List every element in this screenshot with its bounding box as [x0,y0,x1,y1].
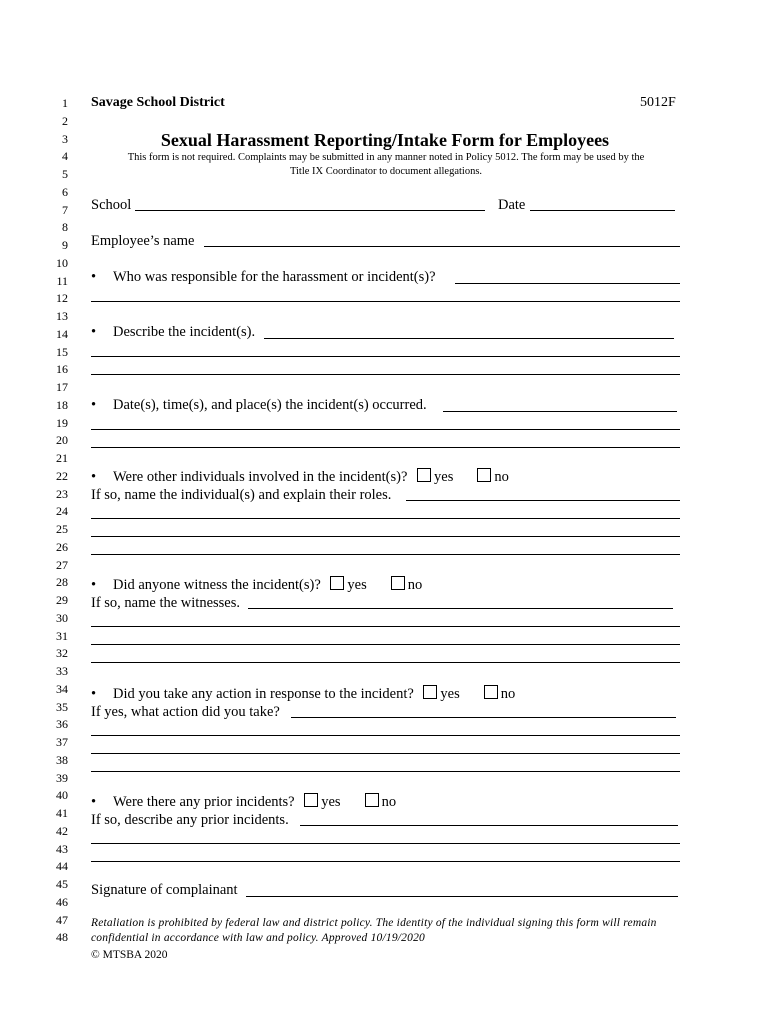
school-label: School [91,197,132,213]
others-yes-checkbox[interactable] [417,468,431,482]
prior-yes-checkbox[interactable] [304,793,318,807]
witness-yes-checkbox[interactable] [330,576,344,590]
line-number: 23 [56,486,68,501]
date-place-field-line2[interactable] [91,429,680,430]
action-field-line3[interactable] [91,753,680,754]
retaliation-notice: Retaliation is prohibited by federal law and district policy. The identity of the individual signing this form will remain confidential in accordance with law and policy. Approved 10/19/2020 [91,917,657,944]
line-number: 6 [62,184,68,199]
line-number: 38 [56,752,68,767]
signature-label: Signature of complainant [91,882,238,898]
action-no-checkbox[interactable] [484,685,498,699]
line-number: 8 [62,220,68,235]
line-number: 47 [56,912,68,927]
form-note-line2: Title IX Coordinator to document allegations. [289,166,483,177]
line-number: 22 [56,468,68,483]
line-number: 44 [56,859,68,874]
action-field[interactable] [291,717,676,718]
responsible-field-line2[interactable] [91,301,680,302]
prior-no-checkbox[interactable] [365,793,379,807]
line-number: 5 [62,167,68,181]
line-number: 18 [56,397,68,412]
line-number: 34 [56,681,68,696]
question-prior: • Were there any prior incidents? yes no [91,794,397,810]
others-no-checkbox[interactable] [477,468,491,482]
line-number: 20 [56,433,68,448]
date-field[interactable] [530,210,675,211]
question-action: • Did you take any action in response to the incident? yes no [91,686,516,702]
responsible-field[interactable] [455,283,680,284]
line-number: 43 [56,841,68,856]
line-number: 12 [56,291,68,306]
line-number: 32 [56,646,68,661]
line-number: 35 [56,699,68,714]
others-follow-label: If so, name the individual(s) and explain their roles. [91,487,392,503]
line-number: 2 [62,113,68,128]
form-code: 5012F [640,95,676,110]
question-others-involved: • Were other individuals involved in the incident(s)? yes no [91,469,509,485]
line-number: 4 [62,149,68,164]
employee-name-field[interactable] [204,246,680,247]
line-number: 31 [56,628,68,643]
district-name: Savage School District [91,95,225,110]
line-number: 3 [62,131,68,146]
line-number: 13 [56,309,68,323]
line-number: 7 [62,202,68,217]
question-witness: • Did anyone witness the incident(s)? yes no [91,577,423,593]
form-note-line1: This form is not required. Complaints may be submitted in any manner noted in Policy 5012. The form may be used by the [127,152,645,163]
line-number: 36 [56,717,68,732]
others-field-line2[interactable] [91,518,680,519]
prior-field-line3[interactable] [91,861,680,862]
employee-name-label: Employee’s name [91,233,195,249]
line-number: 26 [56,539,68,554]
prior-field[interactable] [300,825,678,826]
school-field[interactable] [135,210,485,211]
prior-field-line2[interactable] [91,843,680,844]
others-field-line3[interactable] [91,536,680,537]
line-number: 28 [56,575,68,590]
question-describe: • Describe the incident(s). [91,324,256,340]
describe-field[interactable] [264,338,674,339]
copyright: © MTSBA 2020 [91,949,168,961]
line-number: 45 [56,877,68,891]
line-number: 10 [56,255,68,270]
describe-field-line2[interactable] [91,356,680,357]
page-title: Sexual Harassment Reporting/Intake Form for Employees [160,130,610,150]
witness-no-checkbox[interactable] [391,576,405,590]
question-responsible: • Who was responsible for the harassment or incident(s)? [91,269,436,285]
date-place-field-line3[interactable] [91,447,680,448]
action-field-line2[interactable] [91,735,680,736]
witness-field[interactable] [248,608,673,609]
action-field-line4[interactable] [91,771,680,772]
line-number: 33 [56,664,68,678]
line-number: 21 [56,451,68,465]
line-number: 48 [56,930,68,945]
action-yes-checkbox[interactable] [423,685,437,699]
question-date-place: • Date(s), time(s), and place(s) the incident(s) occurred. [91,397,427,413]
line-number: 30 [56,610,68,625]
line-number: 1 [62,96,68,110]
witness-follow-label: If so, name the witnesses. [91,595,240,611]
line-numbers [0,0,80,1024]
describe-field-line3[interactable] [91,374,680,375]
action-follow-label: If yes, what action did you take? [91,704,280,720]
line-number: 27 [56,557,68,572]
date-place-field[interactable] [443,411,677,412]
line-number: 9 [62,238,68,252]
witness-field-line2[interactable] [91,626,680,627]
line-number: 19 [56,415,68,430]
witness-field-line4[interactable] [91,662,680,663]
line-number: 39 [56,770,68,785]
date-label: Date [498,197,526,213]
others-field-line4[interactable] [91,554,680,555]
others-field[interactable] [406,500,680,501]
line-number: 29 [56,593,68,607]
witness-field-line3[interactable] [91,644,680,645]
line-number: 37 [56,735,68,749]
line-number: 24 [56,504,68,519]
line-number: 46 [56,894,68,909]
line-number: 41 [56,806,68,820]
line-number: 25 [56,522,68,536]
line-number: 16 [56,362,68,377]
line-number: 15 [56,344,68,359]
line-number: 11 [56,273,68,288]
signature-field[interactable] [246,896,678,897]
line-number: 14 [56,326,68,341]
prior-follow-label: If so, describe any prior incidents. [91,812,289,828]
line-number: 40 [56,788,68,803]
line-number: 17 [56,380,68,394]
line-number: 42 [56,823,68,838]
